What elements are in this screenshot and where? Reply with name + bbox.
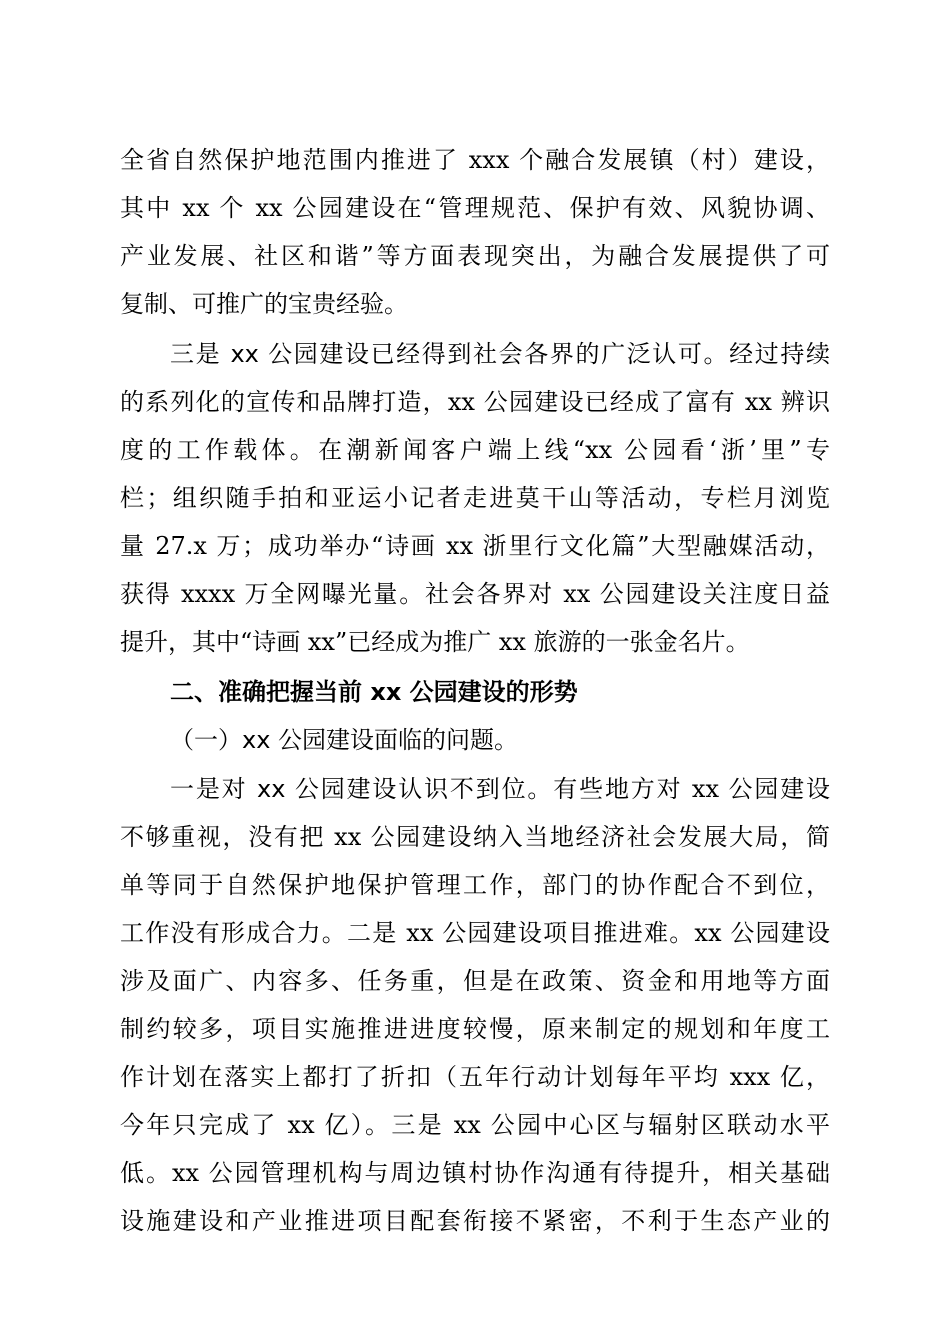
paragraph-2-line-5: 量 27.x 万；成功举办“诗画 xx 浙里行文化篇”大型融媒活动， bbox=[120, 532, 830, 560]
paragraph-2-line-6: 获得 xxxx 万全网曝光量。社会各界对 xx 公园建设关注度日益 bbox=[120, 580, 830, 608]
paragraph-1-line-1: 全省自然保护地范围内推进了 xxx 个融合发展镇（村）建设， bbox=[120, 146, 830, 174]
paragraph-2-first-rest: 经过持续 bbox=[729, 340, 830, 368]
paragraph-2-line-2: 的系列化的宣传和品牌打造，xx 公园建设已经成了富有 xx 辨识 bbox=[120, 388, 830, 416]
paragraph-2-line-3: 度的工作载体。在潮新闻客户端上线“xx 公园看‘浙’里”专 bbox=[120, 436, 830, 464]
paragraph-1-line-4: 复制、可推广的宝贵经验。 bbox=[120, 290, 408, 318]
paragraph-3-line-4: 工作没有形成合力。二是 xx 公园建设项目推进难。xx 公园建设 bbox=[120, 919, 830, 947]
paragraph-3-line-7: 作计划在落实上都打了折扣（五年行动计划每年平均 xxx 亿， bbox=[120, 1063, 830, 1091]
paragraph-1-line-2: 其中 xx 个 xx 公园建设在“管理规范、保护有效、风貌协调、 bbox=[120, 194, 830, 222]
subsection-heading: （一）xx 公园建设面临的问题。 bbox=[170, 726, 519, 754]
paragraph-3-first-rest: 有些地方对 xx 公园建设 bbox=[553, 775, 830, 803]
paragraph-3-line-2: 不够重视，没有把 xx 公园建设纳入当地经济社会发展大局，简 bbox=[120, 823, 830, 851]
paragraph-3-line-3: 单等同于自然保护地保护管理工作，部门的协作配合不到位， bbox=[120, 871, 830, 899]
paragraph-1-line-3: 产业发展、社区和谐”等方面表现突出，为融合发展提供了可 bbox=[120, 242, 830, 270]
paragraph-3-line-5: 涉及面广、内容多、任务重，但是在政策、资金和用地等方面 bbox=[120, 967, 830, 995]
paragraph-2-line-7: 提升，其中“诗画 xx”已经成为推广 xx 旅游的一张金名片。 bbox=[120, 628, 750, 656]
paragraph-3-line-1 bbox=[170, 771, 830, 807]
paragraph-2-lead: 三是 xx 公园建设已经得到社会各界的广泛认可。 bbox=[170, 340, 730, 368]
paragraph-3-line-10: 设施建设和产业推进项目配套衔接不紧密，不利于生态产业的 bbox=[120, 1207, 830, 1235]
paragraph-3-lead: 一是对 xx 公园建设认识不到位。 bbox=[170, 775, 554, 803]
paragraph-3-line-9: 低。xx 公园管理机构与周边镇村协作沟通有待提升，相关基础 bbox=[120, 1159, 830, 1187]
paragraph-3-line-6: 制约较多，项目实施推进进度较慢，原来制定的规划和年度工 bbox=[120, 1015, 830, 1043]
paragraph-3-line-8: 今年只完成了 xx 亿）。三是 xx 公园中心区与辐射区联动水平 bbox=[120, 1111, 830, 1139]
paragraph-2-line-1 bbox=[170, 336, 830, 372]
section-heading: 二、准确把握当前 xx 公园建设的形势 bbox=[170, 678, 578, 706]
paragraph-2-line-4: 栏；组织随手拍和亚运小记者走进莫干山等活动，专栏月浏览 bbox=[120, 484, 830, 512]
